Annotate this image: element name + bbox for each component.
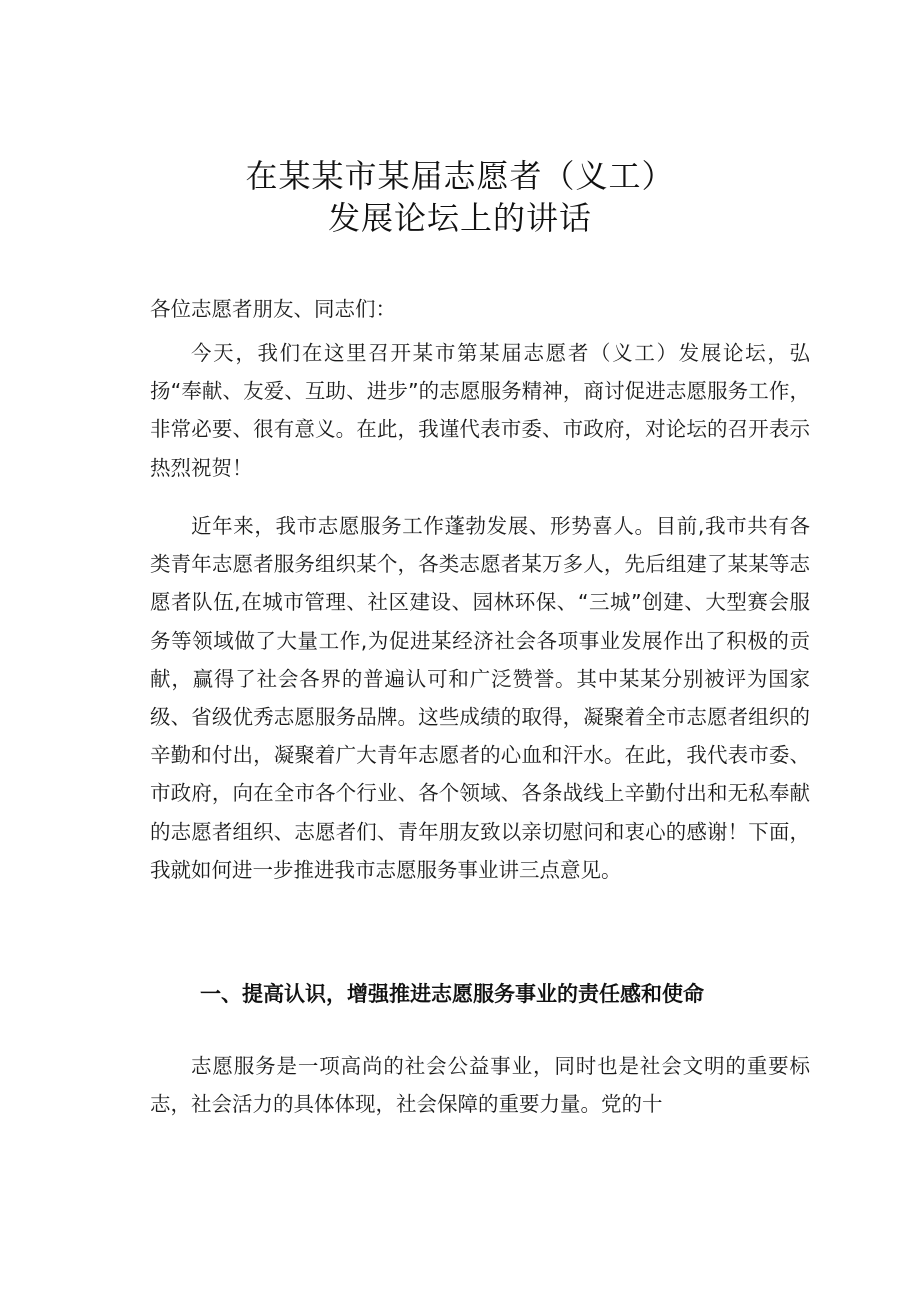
paragraph-2: 近年来，我市志愿服务工作蓬勃发展、形势喜人。目前,我市共有各类青年志愿者服务组织某个，各类志愿者某万多人，先后组建了某某等志愿者队伍,在城市管理、社区建设、园林环保、“三城”创建、大型赛会服务等领域做了大量工作,为促进某经济社会各项事业发展作出了积极的贡献，赢得了社会各界的普遍认可和广泛赞誉。其中某某分别被评为国家级、省级优秀志愿服务品牌。这些成绩的取得，凝聚着全市志愿者组织的辛勤和付出，凝聚着广大青年志愿者的心血和汗水。在此，我代表市委、市政府，向在全市各个行业、各个领域、各条战线上辛勤付出和无私奉献的志愿者组织、志愿者们、青年朋友致以亲切慰问和衷心的感谢！下面，我就如何进一步推进我市志愿服务事业讲三点意见。 xyxy=(150,514,810,882)
document-title-line-1: 在某某市某届志愿者（义工） xyxy=(245,157,675,195)
paragraph-3: 志愿服务是一项高尚的社会公益事业，同时也是社会文明的重要标志，社会活力的具体体现，社会保障的重要力量。党的十 xyxy=(150,1054,810,1117)
section-heading-1: 一、提高认识，增强推进志愿服务事业的责任感和使命 xyxy=(200,982,704,1006)
paragraph-1: 今天，我们在这里召开某市第某届志愿者（义工）发展论坛，弘扬“奉献、友爱、互助、进步”的志愿服务精神，商讨促进志愿服务工作，非常必要、很有意义。在此，我谨代表市委、市政府，对论坛的召开表示热烈祝贺！ xyxy=(150,341,810,480)
document-title-line-2: 发展论坛上的讲话 xyxy=(327,199,592,237)
salutation: 各位志愿者朋友、同志们： xyxy=(150,297,396,321)
